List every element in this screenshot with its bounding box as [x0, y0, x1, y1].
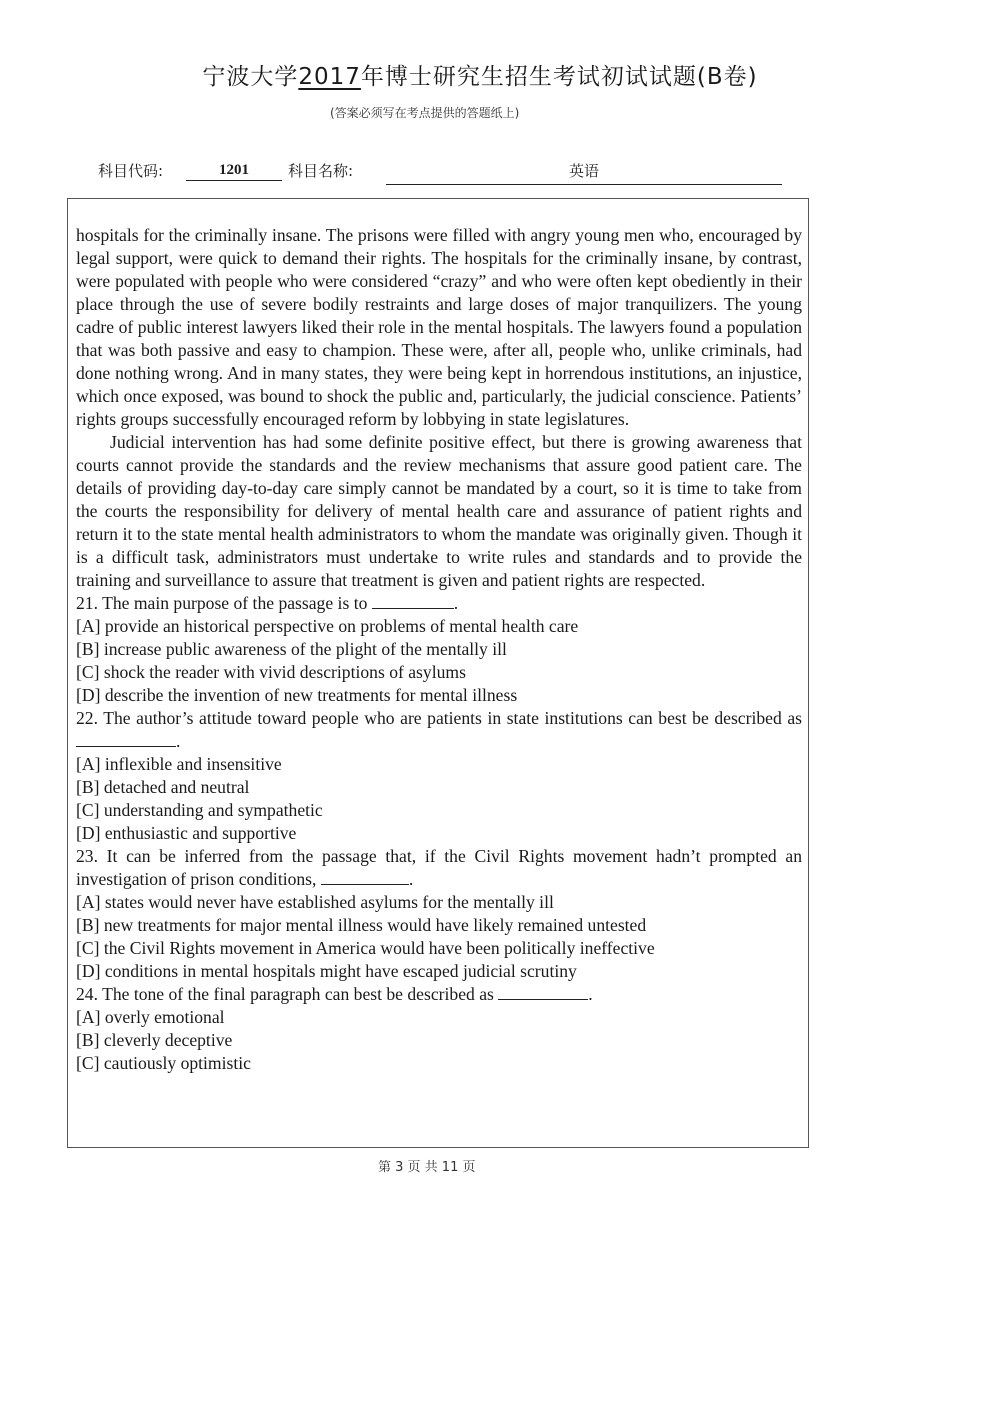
question-22 [76, 707, 802, 845]
passage-paragraph-1: hospitals for the criminally insane. The prisons were filled with angry young men who, encouraged by legal support, were quick to demand their rights. The hospitals for the criminally insane, by contrast, were populated with people who were considered “crazy” and who were often kept obediently in their place through the use of severe bodily restraints and large doses of major tranquilizers. The young cadre of public interest lawyers liked their role in the mental hospitals. The lawyers found a population that was both passive and easy to champion. These were, after all, people who, unlike criminals, had done nothing wrong. And in many states, they were being kept in horrendous institutions, an injustice, which once exposed, was bound to shock the public and, particularly, the judicial conscience. Patients’ rights groups successfully encouraged reform by lobbying in state legislatures. [76, 225, 802, 429]
subject-code-label: 科目代码: [98, 162, 164, 180]
answer-blank [76, 731, 176, 747]
question-end: . [176, 731, 181, 751]
passage-paragraph-2: Judicial intervention has had some definite positive effect, but there is growing awareness that courts cannot provide the standards and the review mechanisms that assure good patient care. The details of providing day-to-day care simply cannot be mandated by a court, so it is time to take from the courts the responsibility for delivery of mental health care and assurance of patient rights and return it to the state mental health administrators to whom the mandate was originally given. Though it is a difficult task, administrators must undertake to write rules and standards and to provide the training and surveillance to assure that treatment is given and patient rights are respected. [76, 432, 802, 590]
exam-instruction: (答案必须写在考点提供的答题纸上) [330, 106, 520, 120]
subject-name-label: 科目名称: [288, 162, 354, 180]
option-d: [D] describe the invention of new treatments for mental illness [76, 685, 518, 705]
option-c: [C] understanding and sympathetic [76, 800, 323, 820]
page-number: 第 3 页 共 11 页 [378, 1160, 476, 1175]
option-a: [A] states would never have established asylums for the mentally ill [76, 892, 554, 912]
exam-title [0, 58, 920, 91]
option-c: [C] shock the reader with vivid descriptions of asylums [76, 662, 466, 682]
option-b: [B] detached and neutral [76, 777, 250, 797]
question-stem: 22. The author’s attitude toward people who are patients in state institutions can best be described as [76, 708, 802, 728]
subject-code-value: 1201 [186, 162, 282, 181]
question-stem: 24. The tone of the final paragraph can best be described as [76, 984, 494, 1004]
subject-name-value: 英语 [386, 160, 782, 185]
subject-info-row [98, 158, 788, 184]
option-b: [B] increase public awareness of the plight of the mentally ill [76, 639, 507, 659]
question-end: . [588, 984, 593, 1004]
question-stem: 23. It can be inferred from the passage that, if the Civil Rights movement hadn’t prompted an investigation of prison conditions, [76, 846, 802, 889]
title-year: 2017 [298, 64, 361, 90]
title-suffix: 年博士研究生招生考试初试试题(B卷) [360, 64, 758, 90]
exam-content [76, 224, 802, 1075]
option-d: [D] conditions in mental hospitals might have escaped judicial scrutiny [76, 961, 577, 981]
option-a: [A] inflexible and insensitive [76, 754, 282, 774]
answer-blank [498, 984, 588, 1000]
question-end: . [453, 593, 459, 613]
question-21 [76, 592, 802, 707]
question-end: . [408, 869, 414, 889]
answer-blank [321, 869, 409, 885]
question-23 [76, 845, 802, 983]
option-b: [B] cleverly deceptive [76, 1030, 233, 1050]
option-a: [A] overly emotional [76, 1007, 225, 1027]
option-b: [B] new treatments for major mental illness would have likely remained untested [76, 915, 647, 935]
option-d: [D] enthusiastic and supportive [76, 823, 297, 843]
question-24 [76, 983, 802, 1075]
answer-blank [372, 593, 454, 609]
option-a: [A] provide an historical perspective on problems of mental health care [76, 616, 579, 636]
answer-content-frame [67, 198, 809, 1148]
question-stem: 21. The main purpose of the passage is to [76, 593, 368, 613]
option-c: [C] the Civil Rights movement in America would have been politically ineffective [76, 938, 655, 958]
title-prefix: 宁波大学 [202, 64, 299, 90]
option-c: [C] cautiously optimistic [76, 1053, 251, 1073]
